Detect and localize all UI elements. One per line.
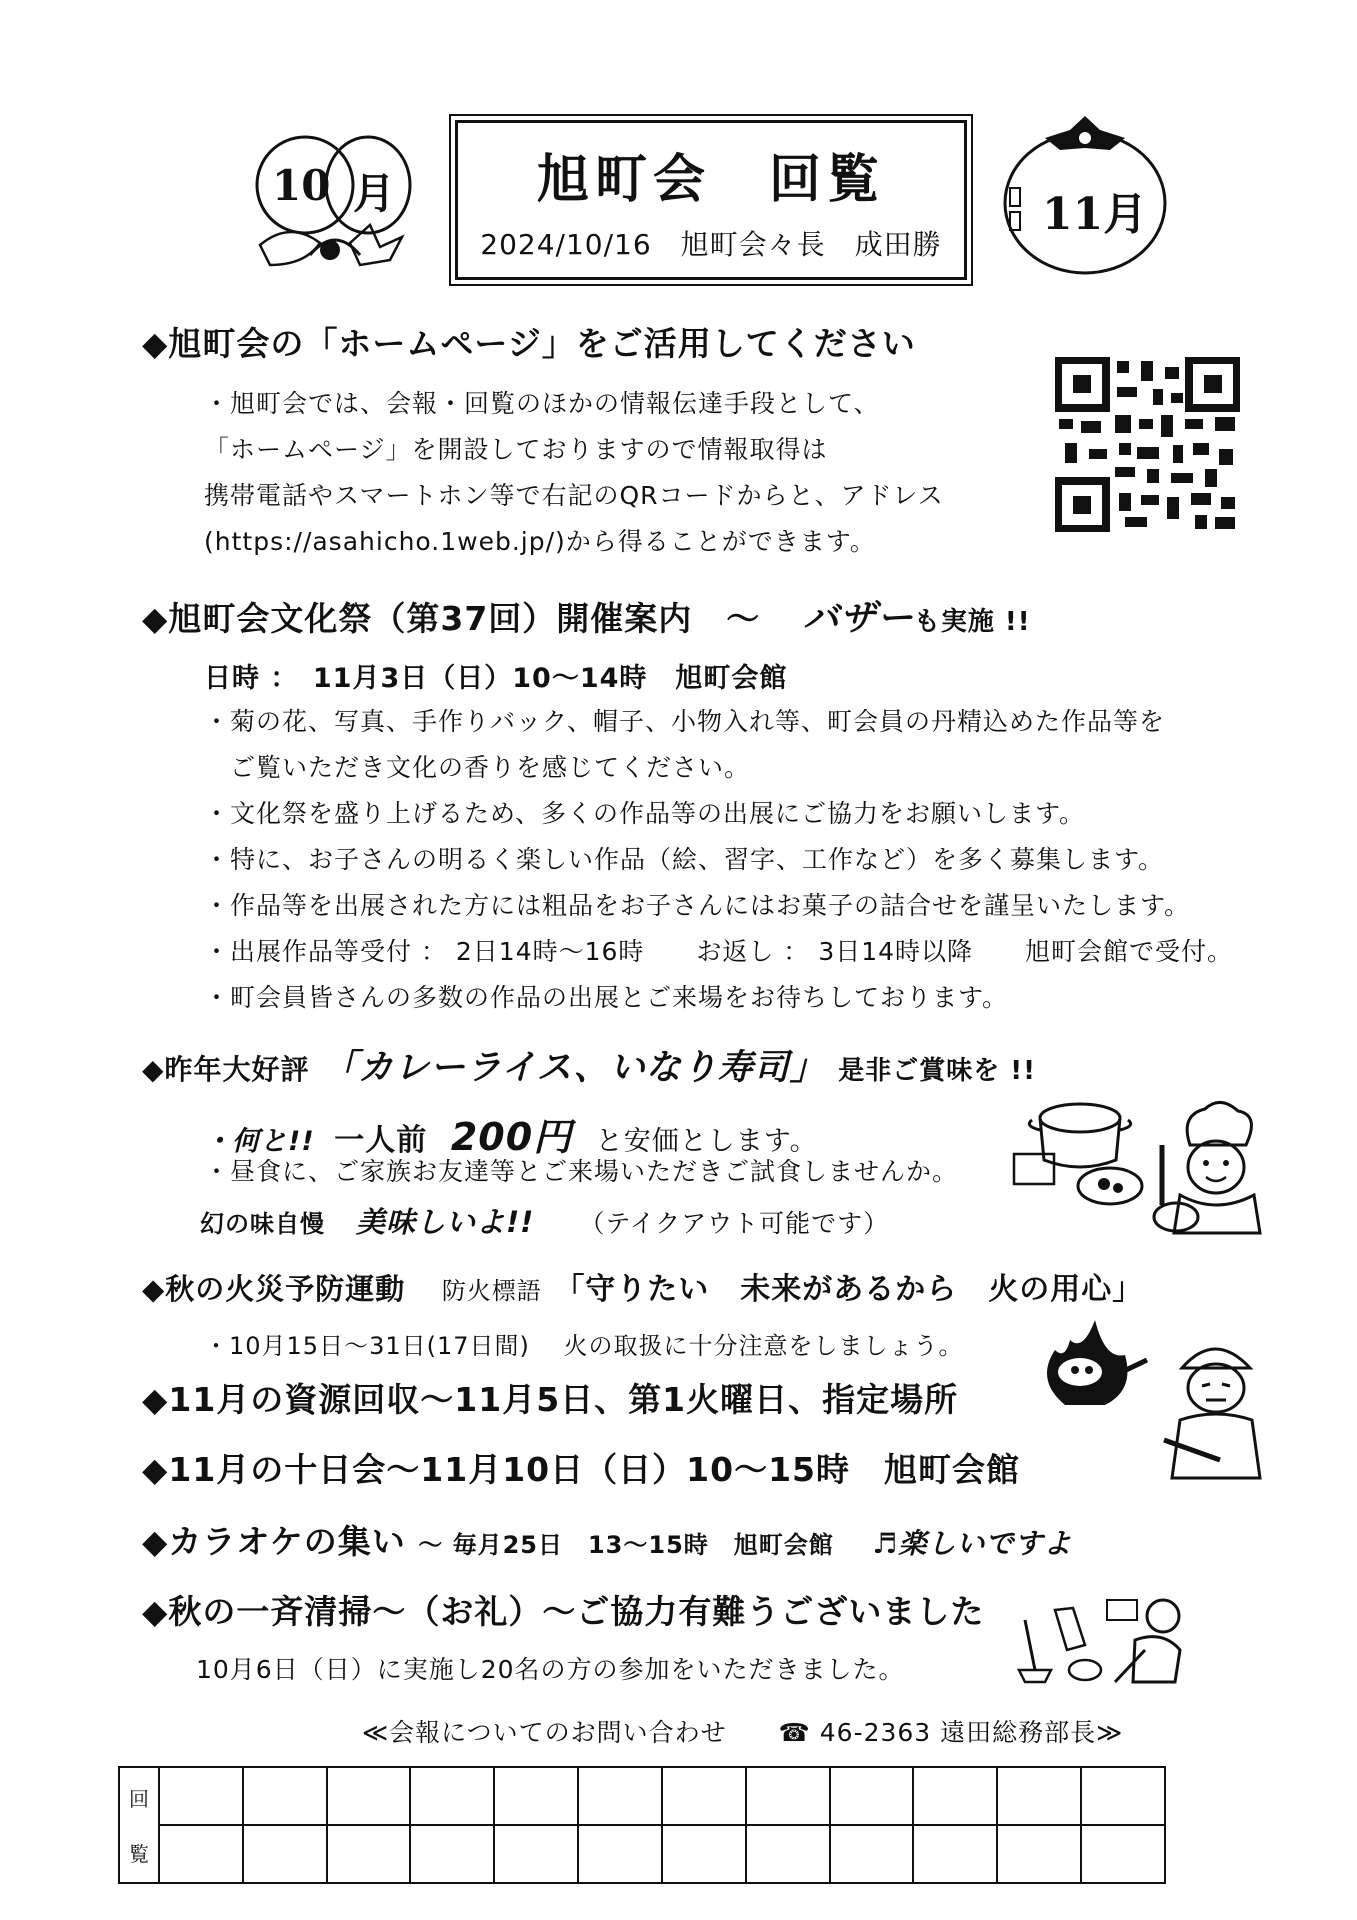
circulation-table <box>118 1766 1166 1884</box>
circulation-cell[interactable] <box>662 1825 746 1883</box>
circulation-cell[interactable] <box>578 1767 662 1825</box>
homepage-line-3: 携帯電話やスマートホン等で右記のQRコードからと、アドレス <box>204 481 944 510</box>
circulation-cell[interactable] <box>159 1767 243 1825</box>
festival-line-5: ・作品等を出展された方には粗品をお子さんにはお菓子の詰合せを謹呈いたします。 <box>204 891 1191 920</box>
curry-menu: 「カレーライス、いなり寿司」 <box>322 1048 826 1088</box>
circulation-cell[interactable] <box>494 1767 578 1825</box>
taste-line <box>200 1200 889 1241</box>
badge-unit: 月 <box>353 169 396 218</box>
karaoke-fun-label: ♬楽しいですよ <box>872 1527 1073 1560</box>
qr-code-icon[interactable] <box>1055 357 1240 532</box>
circulation-label-bottom: 覧 <box>129 1842 149 1866</box>
firefighter-illustration-icon <box>1160 1330 1270 1480</box>
fire-prevention-text: ◆秋の火災予防運動 <box>142 1272 406 1306</box>
festival-line-2: ご覧いただき文化の香りを感じてください。 <box>204 753 751 782</box>
circulation-cell[interactable] <box>327 1825 411 1883</box>
fire-illustration-icon <box>1035 1310 1150 1410</box>
fire-period-line: ・10月15日～31日(17日間) 火の取扱に十分注意をしましょう。 <box>204 1332 964 1360</box>
takeout-note: （テイクアウト可能です） <box>579 1209 890 1238</box>
price-suffix: と安価とします。 <box>595 1126 818 1157</box>
circulation-cell[interactable] <box>494 1825 578 1883</box>
circulation-cell[interactable] <box>1081 1767 1165 1825</box>
lunch-invite-line: ・昼食に、ご家族お友達等とご来場いただきご試食しませんか。 <box>204 1157 959 1186</box>
circulation-cell[interactable] <box>578 1825 662 1883</box>
circulation-cell[interactable] <box>913 1767 997 1825</box>
circulation-cell[interactable] <box>410 1825 494 1883</box>
circulation-cell[interactable] <box>746 1767 830 1825</box>
circulation-cell[interactable] <box>159 1825 243 1883</box>
october-badge <box>250 125 420 285</box>
curry-heading-tail: 是非ご賞味を !! <box>838 1056 1036 1086</box>
homepage-line-1: ・旭町会では、会報・回覧のほかの情報伝達手段として、 <box>204 389 880 418</box>
badge-month: 11月 <box>1042 189 1148 240</box>
fire-slogan: 「守りたい 未来があるから 火の用心」 <box>554 1272 1144 1307</box>
tenth-day-meeting-heading: ◆11月の十日会～11月10日（日）10～15時 旭町会館 <box>142 1450 1020 1489</box>
festival-heading <box>142 590 1031 641</box>
curry-pot-illustration-icon <box>1010 1090 1150 1210</box>
circulation-cell[interactable] <box>746 1825 830 1883</box>
festival-heading-tail: も実施 !! <box>913 607 1031 637</box>
circulation-cell[interactable] <box>997 1767 1081 1825</box>
festival-line-4: ・特に、お子さんの明るく楽しい作品（絵、習字、工作など）を多く募集します。 <box>204 845 1165 874</box>
festival-line-6: ・出展作品等受付 ： 2日14時～16時 お返し ： 3日14時以降 旭町会館で受付。 <box>204 937 1234 966</box>
circulation-cell[interactable] <box>997 1825 1081 1883</box>
karaoke-heading <box>142 1516 1072 1563</box>
title-box <box>455 120 967 280</box>
circulation-cell[interactable] <box>913 1825 997 1883</box>
cleanup-line: 10月6日（日）に実施し20名の方の参加をいただきました。 <box>196 1655 905 1684</box>
taste-boast: 幻の味自慢 <box>200 1210 325 1238</box>
festival-line-1: ・菊の花、写真、手作りバック、帽子、小物入れ等、町会員の丹精込めた作品等を <box>204 707 1166 736</box>
slogan-label: 防火標語 <box>441 1277 542 1305</box>
homepage-heading: ◆旭町会の「ホームページ」をご活用してください <box>142 324 916 363</box>
circulation-cell[interactable] <box>830 1767 914 1825</box>
curry-heading <box>142 1040 1036 1090</box>
price-value: 200円 <box>450 1115 573 1159</box>
festival-line-7: ・町会員皆さんの多数の作品の出展とご来場をお待ちしております。 <box>204 983 1009 1012</box>
circulation-cell[interactable] <box>410 1767 494 1825</box>
delicious-label: 美味しいよ!! <box>355 1205 535 1239</box>
chef-illustration-icon <box>1150 1095 1270 1235</box>
karaoke-schedule: ～ 毎月25日 13～15時 旭町会館 <box>418 1531 834 1559</box>
recycling-heading: ◆11月の資源回収～11月5日、第1火曜日、指定場所 <box>142 1380 959 1419</box>
contact-line: ≪会報についてのお問い合わせ ☎ 46-2363 遠田総務部長≫ <box>362 1718 1124 1747</box>
circulation-cell[interactable] <box>830 1825 914 1883</box>
cleanup-illustration-icon <box>1015 1590 1185 1685</box>
festival-heading-text: ◆旭町会文化祭（第37回）開催案内 ～ <box>142 599 761 638</box>
curry-heading-text: ◆昨年大好評 <box>142 1053 310 1086</box>
price-prefix: ・何と!! <box>204 1126 315 1157</box>
circulation-cell[interactable] <box>243 1825 327 1883</box>
circulation-cell[interactable] <box>327 1767 411 1825</box>
circulation-cell[interactable] <box>662 1767 746 1825</box>
circulation-cell[interactable] <box>243 1767 327 1825</box>
page-title: 旭町会 回覧 <box>536 150 885 210</box>
karaoke-heading-text: ◆カラオケの集い <box>142 1522 406 1561</box>
festival-line-3: ・文化祭を盛り上げるため、多くの作品等の出展にご協力をお願いします。 <box>204 799 1086 828</box>
circulation-row-top <box>119 1767 1165 1825</box>
fire-prevention-heading <box>142 1264 1143 1308</box>
cleanup-heading: ◆秋の一斉清掃～（お礼）～ご協力有難うございました <box>142 1592 985 1631</box>
homepage-line-2: 「ホームページ」を開設しておりますので情報取得は <box>204 435 828 464</box>
homepage-line-4: (https://asahicho.1web.jp/)から得ることができます。 <box>204 527 876 556</box>
circulation-label <box>119 1767 159 1883</box>
circulation-cell[interactable] <box>1081 1825 1165 1883</box>
circulation-row-bottom <box>119 1825 1165 1883</box>
issue-byline: 2024/10/16 旭町会々長 成田勝 <box>480 228 942 261</box>
bazaar-label: バザー <box>802 598 914 639</box>
price-per-person: 一人前 <box>334 1123 428 1158</box>
festival-datetime: 日時 ： 11月3日（日）10～14時 旭町会館 <box>204 663 788 694</box>
circulation-label-top: 回 <box>129 1787 149 1811</box>
badge-number: 10 <box>272 161 331 210</box>
november-badge <box>1000 108 1170 278</box>
